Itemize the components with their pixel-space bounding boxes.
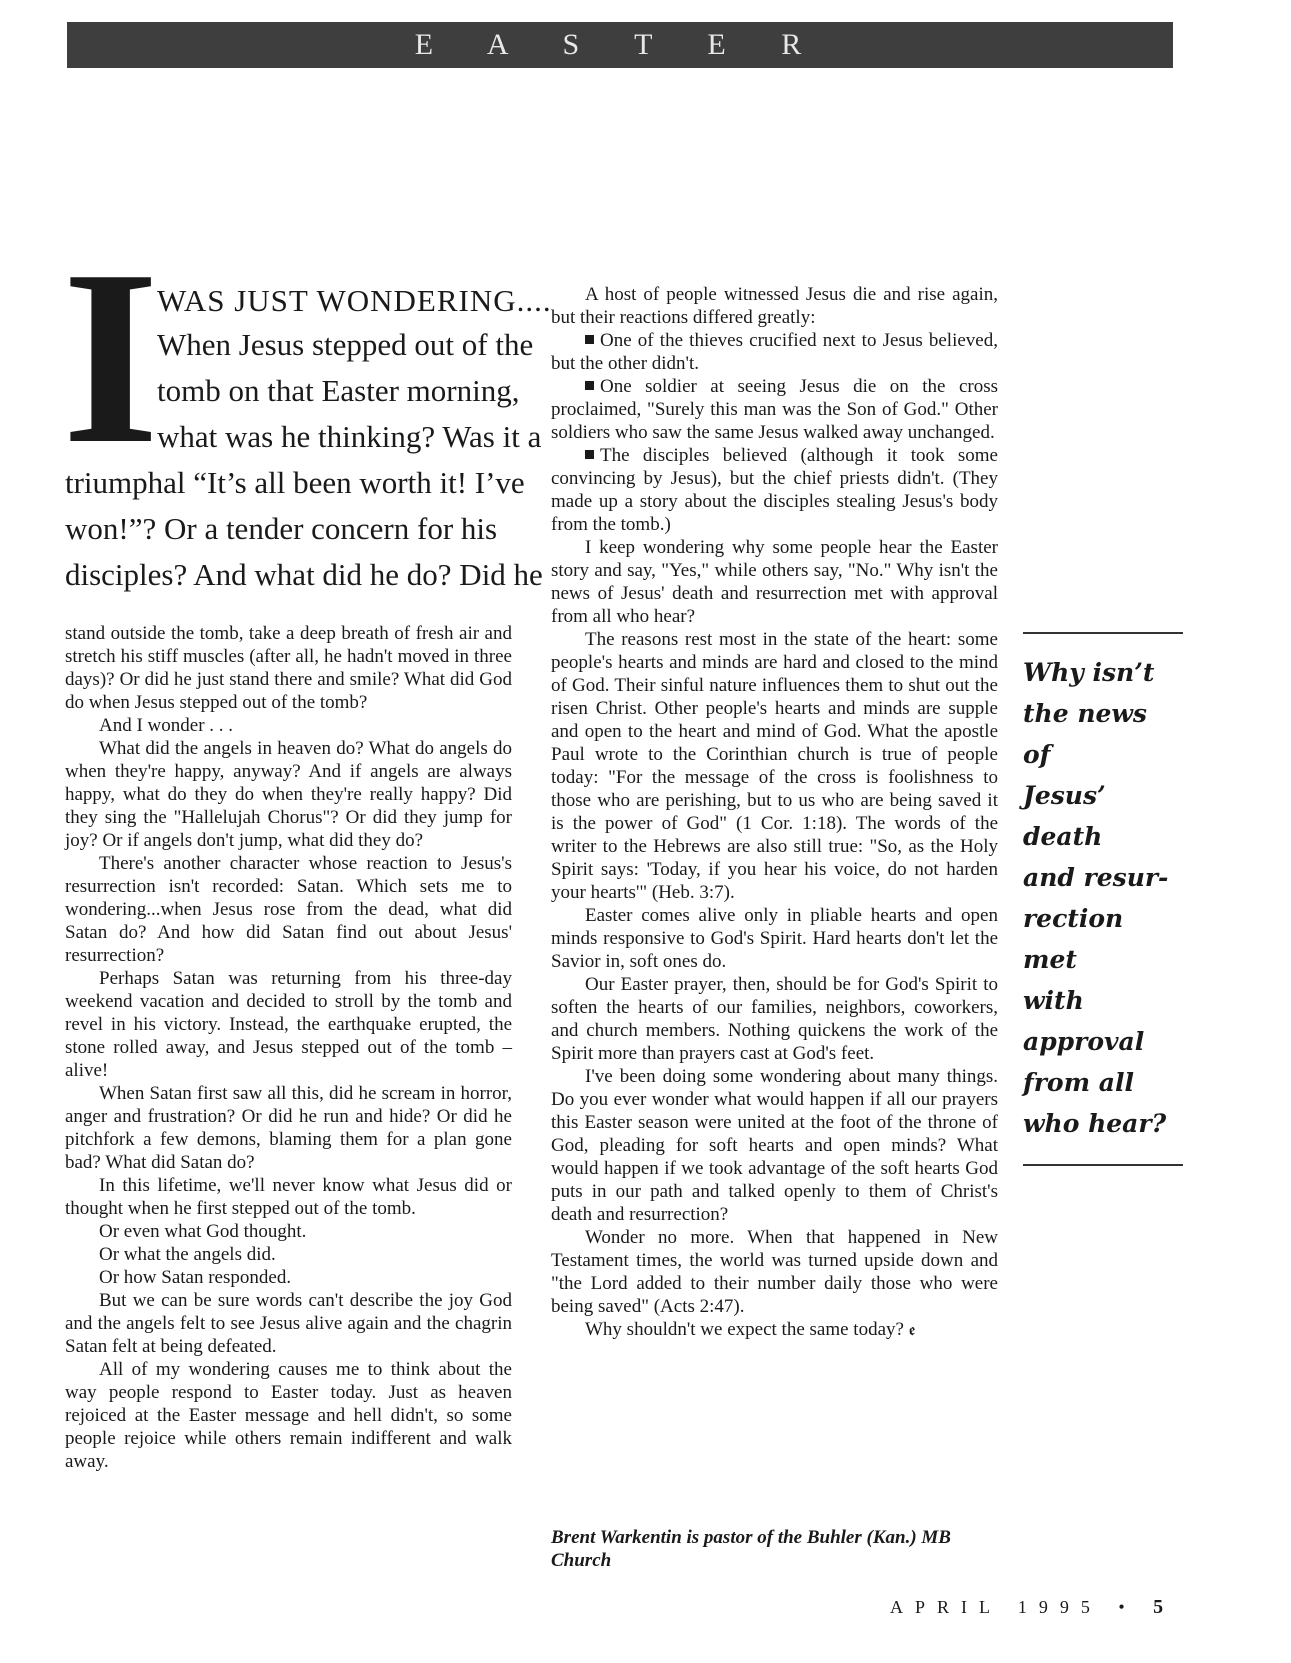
square-bullet-icon bbox=[585, 381, 594, 390]
paragraph: Our Easter prayer, then, should be for God's Spirit to soften the hearts of our families, neighbors, coworkers, and church members. Nothing quickens the work of the Spirit more than prayers cast at God's feet. bbox=[551, 974, 998, 1064]
intro-line: won!”? Or a tender concern for his bbox=[65, 511, 498, 546]
author-note: Brent Warkentin is pastor of the Buhler (Kan.) MB Church bbox=[551, 1527, 951, 1571]
square-bullet-icon bbox=[585, 335, 594, 344]
paragraph: stand outside the tomb, take a deep breath of fresh air and stretch his stiff muscles (after all, he hadn't moved in three days)? Or did he just stand there and smile? What did God do when Jesus stepped out of the tomb? bbox=[65, 623, 512, 713]
drop-cap: I bbox=[62, 219, 160, 496]
bullet-item: The disciples believed (although it took some convincing by Jesus), but the chief priests didn't. (They made up a story about the disciples stealing Jesus's body from the tomb.) bbox=[551, 445, 998, 535]
paragraph: Why shouldn't we expect the same today? ꬲ bbox=[585, 1319, 916, 1340]
pull-quote-line: with bbox=[1023, 986, 1084, 1015]
section-header-bar bbox=[67, 22, 1173, 68]
left-column bbox=[65, 622, 512, 1473]
paragraph: Perhaps Satan was returning from his three-day weekend vacation and decided to stroll by the tomb and revel in his victory. Instead, the earthquake erupted, the stone rolled away, and Jesus stepped out of the tomb – alive! bbox=[65, 968, 512, 1081]
paragraph: A host of people witnessed Jesus die and rise again, but their reactions differed greatly: bbox=[551, 284, 998, 328]
intro-line: WAS JUST WONDERING.... bbox=[157, 283, 552, 318]
paragraph: Or how Satan responded. bbox=[99, 1267, 292, 1288]
intro-line: triumphal “It’s all been worth it! I’ve bbox=[65, 465, 525, 500]
paragraph: Or even what God thought. bbox=[99, 1221, 307, 1242]
page-footer bbox=[890, 1596, 1163, 1619]
square-bullet-icon bbox=[585, 450, 594, 459]
end-mark-icon: ꬲ bbox=[908, 1322, 916, 1339]
intro-line: what was he thinking? Was it a bbox=[157, 419, 542, 454]
pull-quote-line: Why isn’t bbox=[1023, 658, 1155, 687]
pull-quote-line: the news of bbox=[1023, 699, 1148, 769]
intro-line: disciples? And what did he do? Did he bbox=[65, 557, 543, 592]
intro-line: tomb on that Easter morning, bbox=[157, 373, 520, 408]
paragraph: Easter comes alive only in pliable hearts and open minds responsive to God's Spirit. Hard hearts don't let the Savior in, soft ones do. bbox=[551, 905, 998, 972]
section-title: E A S T E R bbox=[414, 28, 826, 61]
paragraph: When Satan first saw all this, did he scream in horror, anger and frustration? Or did he run and hide? Or did he pitchfork a few demons, blaming them for a plan gone bad? What did Satan do? bbox=[65, 1083, 512, 1173]
paragraph: What did the angels in heaven do? What do angels do when they're happy, anyway? And if angels are always happy, what do they do when they're really happy? Did they sing the "Hallelujah Chorus"? Or did they jump for joy? Or if angels don't jump, what did they do? bbox=[65, 738, 512, 851]
paragraph: All of my wondering causes me to think about the way people respond to Easter today. Just as heaven rejoiced at the Easter message and hell didn't, so some people rejoice while others remain indifferent and walk away. bbox=[65, 1359, 512, 1472]
pull-quote-line: rection met bbox=[1023, 904, 1124, 974]
pull-quote-line: and resur- bbox=[1023, 863, 1169, 892]
paragraph: But we can be sure words can't describe the joy God and the angels felt to see Jesus alive again and the chagrin Satan felt at being defeated. bbox=[65, 1290, 512, 1357]
right-column bbox=[551, 283, 998, 1342]
intro-line: When Jesus stepped out of the bbox=[157, 327, 534, 362]
paragraph: There's another character whose reaction to Jesus's resurrection isn't recorded: Satan. Which sets me to wondering...when Jesus rose from the dead, what did Satan do? And how did Satan find out about Jesus' resurrection? bbox=[65, 853, 512, 966]
pull-quote-line: from all bbox=[1023, 1068, 1134, 1097]
pull-quote-line: who hear? bbox=[1023, 1109, 1167, 1138]
issue-date: APRIL 1995 • bbox=[890, 1597, 1137, 1617]
paragraph: I keep wondering why some people hear the Easter story and say, "Yes," while others say, "No." Why isn't the news of Jesus' death and resurrection met with approval from all who hear? bbox=[551, 537, 998, 627]
page-number: 5 bbox=[1153, 1596, 1164, 1618]
pull-quote-line: approval bbox=[1023, 1027, 1145, 1056]
paragraph: The reasons rest most in the state of the heart: some people's hearts and minds are hard and closed to the mind of God. Their sinful nature influences them to shut out the risen Christ. Other people's hearts and minds are supple and open to the heart and mind of God. What the apostle Paul wrote to the Corinthian church is true of people today: "For the message of the cross is foolishness to those who are perishing, but to us who are being saved it is the power of God" (1 Cor. 1:18). The words of the writer to the Hebrews are also still true: "So, as the Holy Spirit says: 'Today, if you hear his voice, do not harden your hearts'" (Heb. 3:7). bbox=[551, 629, 998, 903]
paragraph: And I wonder . . . bbox=[99, 715, 234, 736]
bullet-item: One of the thieves crucified next to Jesus believed, but the other didn't. bbox=[551, 330, 998, 374]
bullet-item: One soldier at seeing Jesus die on the cross proclaimed, "Surely this man was the Son of God." Other soldiers who saw the same Jesus walked away unchanged. bbox=[551, 376, 998, 443]
paragraph: Or what the angels did. bbox=[99, 1244, 276, 1265]
paragraph: I've been doing some wondering about many things. Do you ever wonder what would happen if all our prayers this Easter season were united at the foot of the throne of God, pleading for soft hearts and open minds? What would happen if we took advantage of the soft hearts God puts in our path and talked openly to them of Christ's death and resurrection? bbox=[551, 1066, 998, 1225]
pull-quote-line: Jesus’ death bbox=[1023, 781, 1106, 851]
paragraph: In this lifetime, we'll never know what Jesus did or thought when he first stepped out of the tomb. bbox=[65, 1175, 512, 1219]
paragraph: Wonder no more. When that happened in New Testament times, the world was turned upside down and "the Lord added to their number daily those who were being saved" (Acts 2:47). bbox=[551, 1227, 998, 1317]
pull-quote bbox=[1023, 632, 1183, 1166]
